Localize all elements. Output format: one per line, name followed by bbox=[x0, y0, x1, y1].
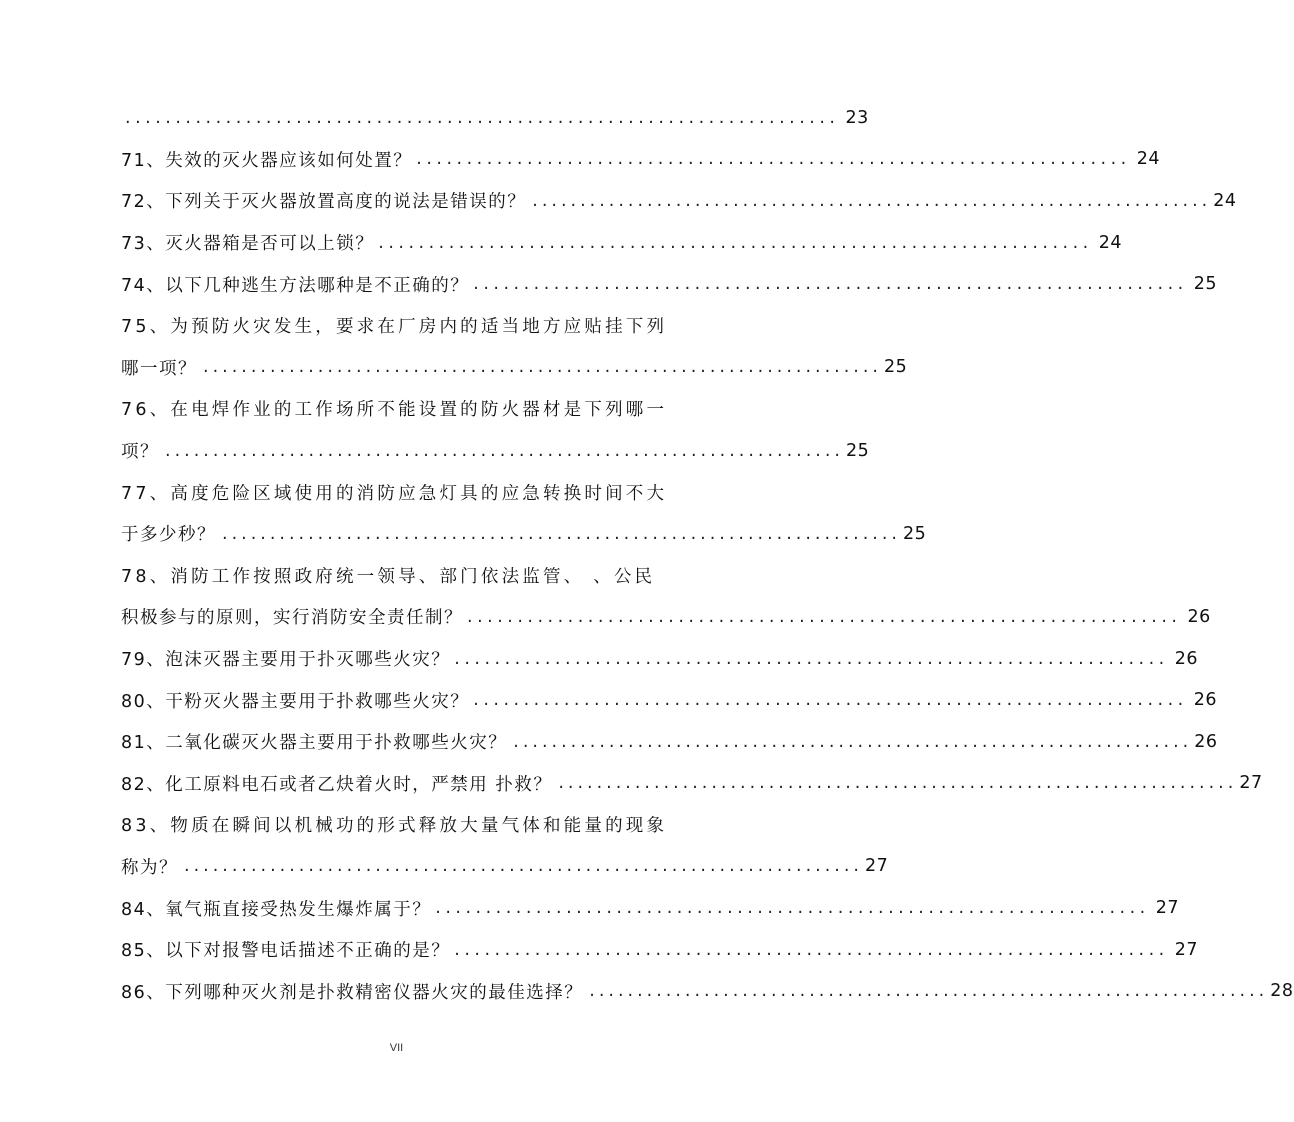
toc-entry-text: 72、下列关于灭火器放置高度的说法是错误的？ bbox=[121, 192, 527, 213]
toc-line[interactable] bbox=[121, 555, 676, 597]
toc-entry-text: 74、以下几种逃生方法哪种是不正确的？ bbox=[121, 275, 470, 296]
toc-page-number: 25 bbox=[883, 357, 908, 378]
toc-entry-text: 80、干粉灭火器主要用于扑救哪些火灾？ bbox=[121, 691, 470, 712]
toc-entry-text: 77、高度危险区域使用的消防应急灯具的应急转换时间不大 bbox=[121, 483, 668, 504]
toc-line[interactable] bbox=[121, 596, 1211, 638]
toc-line[interactable] bbox=[121, 721, 1218, 763]
toc-line[interactable] bbox=[121, 970, 1294, 1012]
toc-leader-dots: ....................................................................... bbox=[532, 190, 1212, 211]
toc-entry-text: 75、为预防火灾发生，要求在厂房内的适当地方应贴挂下列 bbox=[121, 317, 668, 338]
table-of-contents bbox=[121, 97, 1294, 1012]
toc-leader-dots: ....................................................................... bbox=[165, 440, 844, 461]
toc-page-number: 26 bbox=[1187, 606, 1211, 627]
toc-page-number: 25 bbox=[845, 440, 870, 461]
toc-entry-text: 85、以下对报警电话描述不正确的是？ bbox=[121, 941, 451, 962]
toc-entry-text: 83、物质在瞬间以机械功的形式释放大量气体和能量的现象 bbox=[121, 816, 668, 837]
toc-line[interactable] bbox=[121, 97, 869, 139]
toc-page-number: 25 bbox=[902, 523, 927, 544]
toc-leader-dots: ....................................................................... bbox=[558, 773, 1238, 794]
toc-line[interactable] bbox=[121, 471, 676, 513]
toc-leader-dots: ....................................................................... bbox=[378, 232, 1093, 253]
toc-entry-text: 86、下列哪种灭火剂是扑救精密仪器火灾的最佳选择？ bbox=[121, 982, 584, 1003]
toc-leader-dots: ....................................................................... bbox=[589, 981, 1269, 1002]
toc-page-number: 26 bbox=[1194, 731, 1218, 752]
toc-entry-text: 称为？ bbox=[121, 857, 178, 878]
toc-leader-dots: ....................................................................... bbox=[473, 274, 1188, 295]
toc-line[interactable] bbox=[121, 305, 676, 347]
toc-entry-text: 71、失效的灭火器应该如何处置？ bbox=[121, 150, 413, 171]
toc-line[interactable] bbox=[121, 679, 1218, 721]
toc-leader-dots: ....................................................................... bbox=[435, 898, 1150, 919]
toc-line[interactable] bbox=[121, 887, 1180, 929]
toc-page-number: 27 bbox=[1155, 898, 1180, 919]
toc-page-number: 26 bbox=[1193, 690, 1218, 711]
toc-page-number: 28 bbox=[1270, 981, 1294, 1002]
toc-entry-text: 于多少秒？ bbox=[121, 525, 216, 546]
toc-entry-text: 项？ bbox=[121, 442, 159, 463]
toc-leader-dots: ....................................................................... bbox=[473, 690, 1188, 711]
toc-line[interactable] bbox=[121, 638, 1199, 680]
toc-leader-dots: ....................................................................... bbox=[125, 107, 840, 128]
toc-line[interactable] bbox=[121, 804, 676, 846]
toc-line[interactable] bbox=[121, 513, 927, 555]
toc-leader-dots: ....................................................................... bbox=[416, 149, 1131, 170]
toc-page-number: 24 bbox=[1098, 232, 1123, 253]
toc-line[interactable] bbox=[121, 430, 870, 472]
toc-page-number: 23 bbox=[845, 107, 869, 128]
toc-entry-text: 哪一项？ bbox=[121, 358, 197, 379]
toc-line[interactable] bbox=[121, 929, 1199, 971]
toc-page-number: 24 bbox=[1213, 190, 1237, 211]
toc-entry-text: 76、在电焊作业的工作场所不能设置的防火器材是下列哪一 bbox=[121, 400, 668, 421]
toc-leader-dots: ....................................................................... bbox=[454, 939, 1169, 960]
toc-entry-text: 84、氧气瓶直接受热发生爆炸属于？ bbox=[121, 899, 432, 920]
toc-page-number: 25 bbox=[1193, 274, 1218, 295]
toc-page-number: 24 bbox=[1136, 149, 1161, 170]
toc-page-number: 27 bbox=[1239, 773, 1263, 794]
toc-leader-dots: ....................................................................... bbox=[467, 606, 1182, 627]
toc-entry-text: 积极参与的原则，实行消防安全责任制？ bbox=[121, 608, 463, 629]
toc-line[interactable] bbox=[121, 846, 889, 888]
toc-line[interactable] bbox=[121, 763, 1263, 805]
toc-entry-text: 81、二氧化碳灭火器主要用于扑救哪些火灾？ bbox=[121, 733, 508, 754]
toc-leader-dots: ....................................................................... bbox=[513, 731, 1193, 752]
toc-line[interactable] bbox=[121, 180, 1237, 222]
toc-line[interactable] bbox=[121, 139, 1161, 181]
toc-page-number: 27 bbox=[864, 856, 889, 877]
toc-entry-text: 79、泡沫灭器主要用于扑灭哪些火灾？ bbox=[121, 650, 451, 671]
toc-line[interactable] bbox=[121, 222, 1123, 264]
toc-line[interactable] bbox=[121, 347, 908, 389]
toc-entry-text: 82、化工原料电石或者乙炔着火时，严禁用 扑救？ bbox=[121, 774, 553, 795]
toc-leader-dots: ....................................................................... bbox=[454, 648, 1169, 669]
toc-leader-dots: ....................................................................... bbox=[184, 856, 863, 877]
toc-entry-text: 73、灭火器箱是否可以上锁？ bbox=[121, 234, 375, 255]
page-footer-number: VII bbox=[389, 1042, 404, 1054]
toc-leader-dots: ....................................................................... bbox=[222, 523, 901, 544]
toc-line[interactable] bbox=[121, 388, 676, 430]
toc-page-number: 27 bbox=[1174, 939, 1199, 960]
toc-entry-text: 78、消防工作按照政府统一领导、部门依法监管、 、公民 bbox=[121, 566, 656, 587]
toc-leader-dots: ....................................................................... bbox=[203, 357, 882, 378]
toc-line[interactable] bbox=[121, 263, 1218, 305]
toc-page-number: 26 bbox=[1174, 648, 1199, 669]
